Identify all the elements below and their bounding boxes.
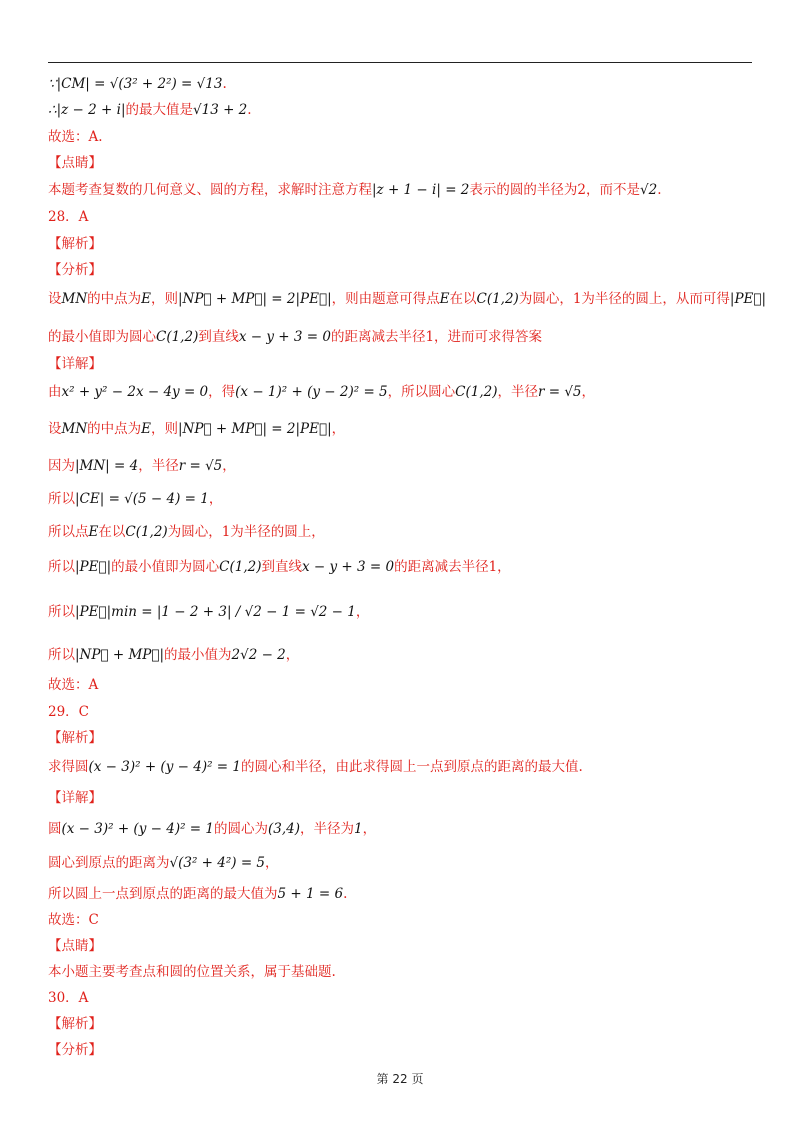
line-text: 由 — [48, 384, 62, 400]
text-line — [48, 820, 376, 838]
line-text: ，半径 — [497, 384, 538, 400]
formula: |PE⃗| — [75, 559, 112, 575]
text-line — [48, 490, 222, 508]
formula: C(1,2) — [455, 384, 498, 400]
formula: x − y + 3 = 0 — [301, 559, 395, 575]
line-text: 为圆心，1为半径的圆上， — [167, 524, 325, 540]
line-text: 所以 — [48, 604, 75, 620]
text-line — [48, 355, 102, 373]
line-text: 本小题主要考查点和圆的位置关系，属于基础题. — [48, 964, 336, 980]
text-line — [48, 181, 661, 199]
line-text: 28．A — [48, 209, 89, 225]
line-text: 【点睛】 — [48, 155, 102, 171]
line-text: 的最大值是 — [125, 102, 193, 118]
text-line — [48, 1015, 102, 1033]
formula: √2 — [639, 182, 658, 198]
line-text: ， — [208, 491, 223, 507]
formula: r = √5 — [537, 384, 582, 400]
line-text: 本题考查复数的几何意义、圆的方程，求解时注意方程 — [48, 182, 372, 198]
line-text: ，则 — [151, 291, 178, 307]
line-text: 表示的圆的半径为2，而不是 — [469, 182, 640, 198]
line-text: 设 — [48, 291, 62, 307]
formula: x − y + 3 = 0 — [238, 329, 331, 345]
line-text: 故选：A. — [48, 129, 103, 145]
line-text: 的最小值即为圆心 — [48, 329, 156, 345]
formula: E — [88, 524, 99, 540]
text-line — [48, 854, 279, 872]
text-line — [48, 523, 325, 541]
line-text: ， — [265, 855, 279, 871]
text-line — [48, 603, 369, 621]
line-text: 的圆心为 — [213, 821, 268, 837]
formula: E — [141, 291, 151, 307]
text-line — [48, 235, 102, 253]
line-text: . — [343, 886, 348, 902]
text-line — [48, 558, 511, 576]
formula: (x − 3)² + (y − 4)² = 1 — [88, 759, 241, 775]
line-text: ，则由题意可得点 — [331, 291, 440, 307]
line-text: 的中点为 — [87, 421, 142, 437]
text-line — [48, 420, 345, 438]
formula: C(1,2) — [125, 524, 168, 540]
line-text: ， — [285, 647, 300, 663]
line-text: 的中点为 — [87, 291, 142, 307]
formula: MN — [61, 291, 88, 307]
formula: 5 + 1 = 6 — [277, 886, 344, 902]
formula: r = √5 — [178, 458, 223, 474]
line-text: 故选：A — [48, 677, 99, 693]
text-line — [48, 290, 766, 308]
formula: |NP⃗ + MP⃗| = 2|PE⃗| — [178, 291, 332, 307]
line-text: 到直线 — [261, 559, 302, 575]
formula: ∵|CM| = √(3² + 2²) = √13 — [48, 76, 223, 92]
line-text: ， — [362, 821, 377, 837]
text-line — [48, 1041, 102, 1059]
text-line — [48, 457, 236, 475]
line-text: 设 — [48, 421, 62, 437]
formula: (x − 1)² + (y − 2)² = 5 — [235, 384, 388, 400]
text-line — [48, 937, 102, 955]
formula: C(1,2) — [476, 291, 519, 307]
formula: (3,4) — [267, 821, 300, 837]
text-line — [48, 154, 102, 172]
formula: 2√2 − 2 — [231, 647, 286, 663]
line-text: 【点睛】 — [48, 938, 102, 954]
formula: √(3² + 4²) = 5 — [169, 855, 266, 871]
line-text: 【分析】 — [48, 262, 102, 278]
line-text: 的最小值为 — [164, 647, 232, 663]
line-text: 的最小值即为圆心 — [111, 559, 220, 575]
line-text: 【详解】 — [48, 356, 102, 372]
text-line — [48, 383, 595, 401]
line-text: 所以 — [48, 647, 75, 663]
formula: 1 — [354, 821, 363, 837]
line-text: ， — [222, 458, 236, 474]
line-text: 所以点 — [48, 524, 89, 540]
formula: C(1,2) — [156, 329, 199, 345]
line-text: 在以 — [98, 524, 126, 540]
line-text: 的距离减去半径1， — [394, 559, 511, 575]
line-text: ， — [355, 604, 370, 620]
text-line — [48, 328, 542, 346]
line-text: 圆 — [48, 821, 62, 837]
line-text: 【解析】 — [48, 730, 102, 746]
formula: |MN| = 4 — [75, 458, 139, 474]
text-line — [48, 101, 252, 119]
line-text: 所以 — [48, 559, 75, 575]
text-line — [48, 646, 299, 664]
formula: (x − 3)² + (y − 4)² = 1 — [61, 821, 214, 837]
text-line — [48, 261, 102, 279]
formula: x² + y² − 2x − 4y = 0 — [61, 384, 209, 400]
line-text: ，所以圆心 — [387, 384, 456, 400]
line-text: 故选：C — [48, 912, 99, 928]
text-line — [48, 911, 99, 929]
line-text: . — [657, 182, 662, 198]
line-text: 的圆心和半径，由此求得圆上一点到原点的距离的最大值. — [240, 759, 583, 775]
line-text: 到直线 — [198, 329, 239, 345]
line-text: 【解析】 — [48, 236, 102, 252]
line-text: ，半径 — [138, 458, 179, 474]
formula: MN — [61, 421, 88, 437]
line-text: 在以 — [449, 291, 477, 307]
line-text: 29．C — [48, 704, 90, 720]
line-text: ，半径为 — [300, 821, 354, 837]
text-line — [48, 128, 103, 146]
text-line — [48, 75, 227, 93]
text-line — [48, 208, 88, 226]
text-line — [48, 963, 336, 981]
text-line — [48, 729, 102, 747]
line-text: . — [247, 102, 252, 118]
formula: √13 + 2 — [193, 102, 248, 118]
text-line — [48, 989, 88, 1007]
line-text: 为圆心，1为半径的圆上，从而可得 — [518, 291, 730, 307]
line-text: 因为 — [48, 458, 75, 474]
page-footer: 第 22 页 — [376, 1072, 424, 1086]
formula: E — [141, 421, 151, 437]
line-text: 30．A — [48, 990, 89, 1006]
line-text: ， — [581, 384, 596, 400]
text-line — [48, 703, 89, 721]
formula: C(1,2) — [219, 559, 262, 575]
line-text: 的距离减去半径1，进而可求得答案 — [330, 329, 543, 345]
line-text: 【分析】 — [48, 1042, 102, 1058]
line-text: 所以 — [48, 491, 75, 507]
text-line — [48, 789, 102, 807]
line-text: . — [222, 76, 227, 92]
formula: |PE⃗| — [729, 291, 767, 307]
formula: |NP⃗ + MP⃗| — [75, 647, 164, 663]
formula: |PE⃗|min = |1 − 2 + 3| / √2 − 1 = √2 − 1 — [75, 604, 356, 620]
line-text: ， — [331, 421, 346, 437]
text-line — [48, 758, 583, 776]
formula: E — [439, 291, 450, 307]
line-text: ，则 — [151, 421, 178, 437]
line-text: 所以圆上一点到原点的距离的最大值为 — [48, 886, 278, 902]
text-line — [48, 885, 347, 903]
text-line — [48, 676, 98, 694]
formula: |NP⃗ + MP⃗| = 2|PE⃗| — [178, 421, 332, 437]
line-text: 求得圆 — [48, 759, 89, 775]
line-text: 【解析】 — [48, 1016, 102, 1032]
formula: |z + 1 − i| = 2 — [372, 182, 470, 198]
line-text: 【详解】 — [48, 790, 102, 806]
line-text: ，得 — [208, 384, 236, 400]
formula: ∴|z − 2 + i| — [48, 102, 126, 118]
header-rule — [48, 62, 752, 63]
line-text: 圆心到原点的距离为 — [48, 855, 170, 871]
formula: |CE| = √(5 − 4) = 1 — [75, 491, 209, 507]
